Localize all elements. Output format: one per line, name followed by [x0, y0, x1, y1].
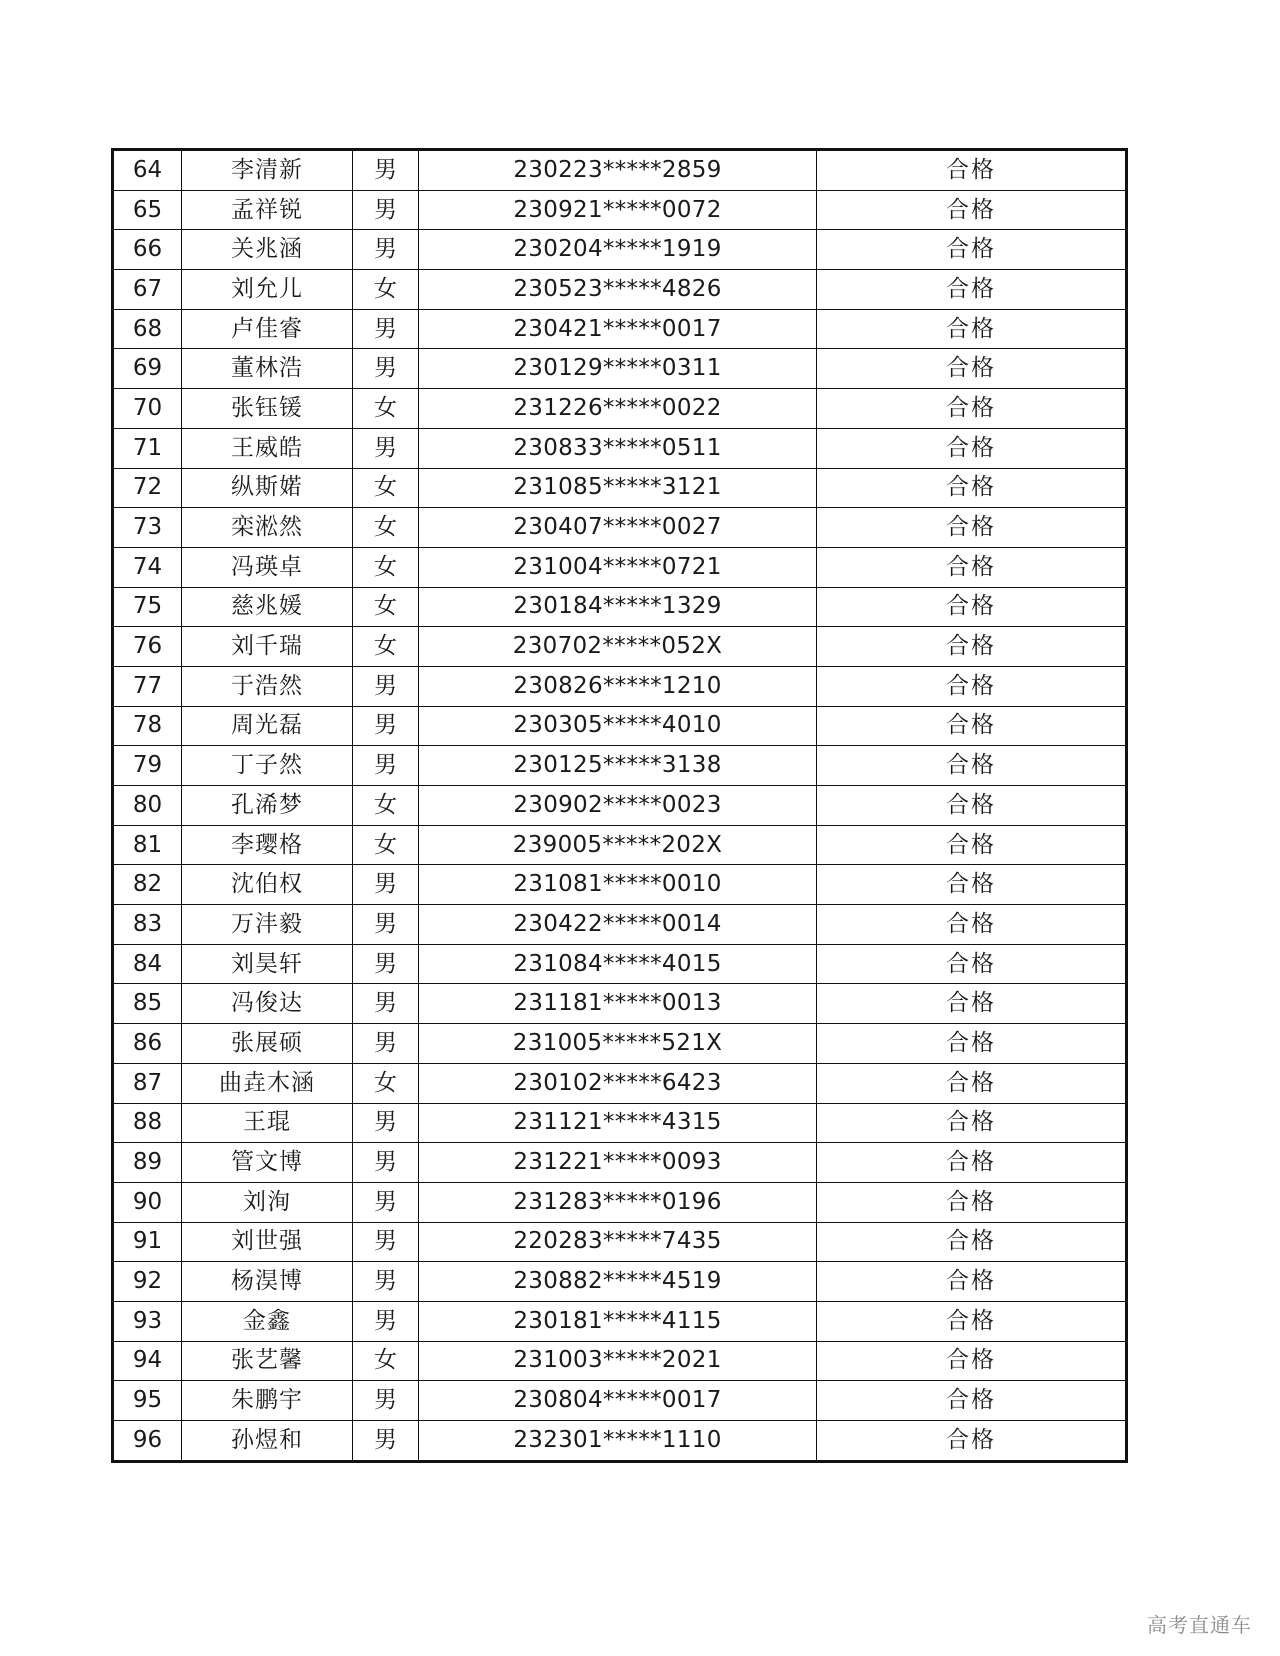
name-cell: 于浩然 — [182, 666, 353, 706]
result-cell: 合格 — [817, 508, 1126, 548]
id-number-cell: 231084*****4015 — [419, 944, 817, 984]
row-number-cell: 79 — [114, 746, 182, 786]
gender-cell: 男 — [353, 1143, 419, 1183]
gender-cell: 男 — [353, 1024, 419, 1064]
row-number-cell: 71 — [114, 428, 182, 468]
gender-cell: 女 — [353, 1341, 419, 1381]
gender-cell: 男 — [353, 230, 419, 270]
gender-cell: 男 — [353, 1301, 419, 1341]
row-number-cell: 82 — [114, 865, 182, 905]
gender-cell: 女 — [353, 627, 419, 667]
id-number-cell: 230826*****1210 — [419, 666, 817, 706]
table-row — [114, 1381, 1125, 1421]
name-cell: 王琨 — [182, 1103, 353, 1143]
row-number-cell: 84 — [114, 944, 182, 984]
id-number-cell: 230523*****4826 — [419, 270, 817, 310]
name-cell: 杨淏博 — [182, 1262, 353, 1302]
result-cell: 合格 — [817, 746, 1126, 786]
row-number-cell: 88 — [114, 1103, 182, 1143]
table-row — [114, 468, 1125, 508]
name-cell: 刘洵 — [182, 1182, 353, 1222]
name-cell: 沈伯权 — [182, 865, 353, 905]
name-cell: 纵斯婼 — [182, 468, 353, 508]
result-cell: 合格 — [817, 230, 1126, 270]
row-number-cell: 70 — [114, 389, 182, 429]
watermark-text: 高考直通车 — [1147, 1613, 1252, 1637]
table-row — [114, 349, 1125, 389]
gender-cell: 男 — [353, 1103, 419, 1143]
id-number-cell: 230902*****0023 — [419, 786, 817, 826]
gender-cell: 女 — [353, 825, 419, 865]
row-number-cell: 89 — [114, 1143, 182, 1183]
gender-cell: 女 — [353, 270, 419, 310]
table-row — [114, 230, 1125, 270]
id-number-cell: 230422*****0014 — [419, 905, 817, 945]
gender-cell: 女 — [353, 468, 419, 508]
id-number-cell: 230129*****0311 — [419, 349, 817, 389]
table-row — [114, 1182, 1125, 1222]
id-number-cell: 231081*****0010 — [419, 865, 817, 905]
row-number-cell: 68 — [114, 309, 182, 349]
id-number-cell: 230833*****0511 — [419, 428, 817, 468]
table-row — [114, 1024, 1125, 1064]
result-cell: 合格 — [817, 666, 1126, 706]
result-cell: 合格 — [817, 706, 1126, 746]
table-row — [114, 1341, 1125, 1381]
result-cell: 合格 — [817, 627, 1126, 667]
table-row — [114, 587, 1125, 627]
gender-cell: 男 — [353, 944, 419, 984]
name-cell: 关兆涵 — [182, 230, 353, 270]
result-cell: 合格 — [817, 1301, 1126, 1341]
gender-cell: 男 — [353, 746, 419, 786]
gender-cell: 男 — [353, 706, 419, 746]
result-cell: 合格 — [817, 547, 1126, 587]
gender-cell: 男 — [353, 1182, 419, 1222]
table-row — [114, 270, 1125, 310]
row-number-cell: 91 — [114, 1222, 182, 1262]
name-cell: 栾淞然 — [182, 508, 353, 548]
id-number-cell: 230804*****0017 — [419, 1381, 817, 1421]
id-number-cell: 230223*****2859 — [419, 151, 817, 190]
id-number-cell: 230305*****4010 — [419, 706, 817, 746]
result-cell: 合格 — [817, 190, 1126, 230]
table-row — [114, 190, 1125, 230]
row-number-cell: 65 — [114, 190, 182, 230]
name-cell: 董林浩 — [182, 349, 353, 389]
result-cell: 合格 — [817, 944, 1126, 984]
result-cell: 合格 — [817, 1222, 1126, 1262]
table-row — [114, 547, 1125, 587]
result-cell: 合格 — [817, 389, 1126, 429]
gender-cell: 男 — [353, 1381, 419, 1421]
name-cell: 周光磊 — [182, 706, 353, 746]
row-number-cell: 76 — [114, 627, 182, 667]
name-cell: 孟祥锐 — [182, 190, 353, 230]
id-number-cell: 220283*****7435 — [419, 1222, 817, 1262]
gender-cell: 女 — [353, 547, 419, 587]
row-number-cell: 83 — [114, 905, 182, 945]
row-number-cell: 81 — [114, 825, 182, 865]
id-number-cell: 230125*****3138 — [419, 746, 817, 786]
roster-table-body — [114, 151, 1125, 1460]
name-cell: 万沣毅 — [182, 905, 353, 945]
row-number-cell: 75 — [114, 587, 182, 627]
result-cell: 合格 — [817, 1341, 1126, 1381]
table-row — [114, 825, 1125, 865]
gender-cell: 男 — [353, 1421, 419, 1460]
gender-cell: 女 — [353, 1063, 419, 1103]
table-row — [114, 865, 1125, 905]
table-row — [114, 786, 1125, 826]
result-cell: 合格 — [817, 468, 1126, 508]
name-cell: 管文博 — [182, 1143, 353, 1183]
gender-cell: 男 — [353, 349, 419, 389]
roster-table-frame — [111, 148, 1128, 1463]
row-number-cell: 87 — [114, 1063, 182, 1103]
name-cell: 刘世强 — [182, 1222, 353, 1262]
id-number-cell: 231005*****521X — [419, 1024, 817, 1064]
id-number-cell: 231283*****0196 — [419, 1182, 817, 1222]
id-number-cell: 231181*****0013 — [419, 984, 817, 1024]
gender-cell: 女 — [353, 587, 419, 627]
row-number-cell: 95 — [114, 1381, 182, 1421]
gender-cell: 男 — [353, 190, 419, 230]
id-number-cell: 230102*****6423 — [419, 1063, 817, 1103]
table-row — [114, 1222, 1125, 1262]
id-number-cell: 230407*****0027 — [419, 508, 817, 548]
id-number-cell: 231226*****0022 — [419, 389, 817, 429]
row-number-cell: 78 — [114, 706, 182, 746]
result-cell: 合格 — [817, 1063, 1126, 1103]
row-number-cell: 69 — [114, 349, 182, 389]
row-number-cell: 74 — [114, 547, 182, 587]
table-row — [114, 706, 1125, 746]
name-cell: 刘昊轩 — [182, 944, 353, 984]
id-number-cell: 230882*****4519 — [419, 1262, 817, 1302]
id-number-cell: 231085*****3121 — [419, 468, 817, 508]
name-cell: 李璎格 — [182, 825, 353, 865]
id-number-cell: 231221*****0093 — [419, 1143, 817, 1183]
id-number-cell: 230204*****1919 — [419, 230, 817, 270]
gender-cell: 男 — [353, 905, 419, 945]
name-cell: 曲垚木涵 — [182, 1063, 353, 1103]
result-cell: 合格 — [817, 151, 1126, 190]
table-row — [114, 1143, 1125, 1183]
id-number-cell: 230421*****0017 — [419, 309, 817, 349]
row-number-cell: 96 — [114, 1421, 182, 1460]
id-number-cell: 239005*****202X — [419, 825, 817, 865]
row-number-cell: 66 — [114, 230, 182, 270]
id-number-cell: 230921*****0072 — [419, 190, 817, 230]
result-cell: 合格 — [817, 1024, 1126, 1064]
table-row — [114, 1421, 1125, 1460]
result-cell: 合格 — [817, 786, 1126, 826]
table-row — [114, 984, 1125, 1024]
row-number-cell: 93 — [114, 1301, 182, 1341]
name-cell: 刘千瑞 — [182, 627, 353, 667]
gender-cell: 男 — [353, 1222, 419, 1262]
result-cell: 合格 — [817, 905, 1126, 945]
table-row — [114, 1301, 1125, 1341]
gender-cell: 男 — [353, 151, 419, 190]
gender-cell: 女 — [353, 786, 419, 826]
result-cell: 合格 — [817, 1143, 1126, 1183]
name-cell: 张钰锾 — [182, 389, 353, 429]
result-cell: 合格 — [817, 865, 1126, 905]
result-cell: 合格 — [817, 1262, 1126, 1302]
name-cell: 李清新 — [182, 151, 353, 190]
id-number-cell: 232301*****1110 — [419, 1421, 817, 1460]
table-row — [114, 944, 1125, 984]
id-number-cell: 230702*****052X — [419, 627, 817, 667]
row-number-cell: 72 — [114, 468, 182, 508]
row-number-cell: 94 — [114, 1341, 182, 1381]
result-cell: 合格 — [817, 428, 1126, 468]
table-row — [114, 905, 1125, 945]
name-cell: 王威皓 — [182, 428, 353, 468]
name-cell: 慈兆媛 — [182, 587, 353, 627]
table-row — [114, 1262, 1125, 1302]
result-cell: 合格 — [817, 587, 1126, 627]
name-cell: 刘允儿 — [182, 270, 353, 310]
name-cell: 冯俊达 — [182, 984, 353, 1024]
table-row — [114, 428, 1125, 468]
gender-cell: 男 — [353, 865, 419, 905]
result-cell: 合格 — [817, 1421, 1126, 1460]
table-row — [114, 151, 1125, 190]
result-cell: 合格 — [817, 349, 1126, 389]
table-row — [114, 666, 1125, 706]
table-row — [114, 1063, 1125, 1103]
name-cell: 朱鹏宇 — [182, 1381, 353, 1421]
name-cell: 孙煜和 — [182, 1421, 353, 1460]
row-number-cell: 77 — [114, 666, 182, 706]
table-row — [114, 389, 1125, 429]
row-number-cell: 90 — [114, 1182, 182, 1222]
gender-cell: 男 — [353, 1262, 419, 1302]
row-number-cell: 80 — [114, 786, 182, 826]
gender-cell: 男 — [353, 666, 419, 706]
table-row — [114, 508, 1125, 548]
id-number-cell: 231003*****2021 — [419, 1341, 817, 1381]
name-cell: 孔浠梦 — [182, 786, 353, 826]
name-cell: 张展硕 — [182, 1024, 353, 1064]
id-number-cell: 231121*****4315 — [419, 1103, 817, 1143]
row-number-cell: 85 — [114, 984, 182, 1024]
result-cell: 合格 — [817, 1182, 1126, 1222]
row-number-cell: 67 — [114, 270, 182, 310]
result-cell: 合格 — [817, 1381, 1126, 1421]
name-cell: 冯瑛卓 — [182, 547, 353, 587]
row-number-cell: 92 — [114, 1262, 182, 1302]
roster-table — [114, 151, 1125, 1460]
name-cell: 丁子然 — [182, 746, 353, 786]
result-cell: 合格 — [817, 309, 1126, 349]
gender-cell: 男 — [353, 428, 419, 468]
name-cell: 金鑫 — [182, 1301, 353, 1341]
result-cell: 合格 — [817, 984, 1126, 1024]
name-cell: 卢佳睿 — [182, 309, 353, 349]
row-number-cell: 73 — [114, 508, 182, 548]
id-number-cell: 230181*****4115 — [419, 1301, 817, 1341]
gender-cell: 男 — [353, 309, 419, 349]
result-cell: 合格 — [817, 1103, 1126, 1143]
table-row — [114, 1103, 1125, 1143]
result-cell: 合格 — [817, 270, 1126, 310]
table-row — [114, 746, 1125, 786]
gender-cell: 女 — [353, 508, 419, 548]
gender-cell: 女 — [353, 389, 419, 429]
row-number-cell: 86 — [114, 1024, 182, 1064]
gender-cell: 男 — [353, 984, 419, 1024]
row-number-cell: 64 — [114, 151, 182, 190]
id-number-cell: 230184*****1329 — [419, 587, 817, 627]
table-row — [114, 627, 1125, 667]
result-cell: 合格 — [817, 825, 1126, 865]
id-number-cell: 231004*****0721 — [419, 547, 817, 587]
name-cell: 张艺馨 — [182, 1341, 353, 1381]
table-row — [114, 309, 1125, 349]
